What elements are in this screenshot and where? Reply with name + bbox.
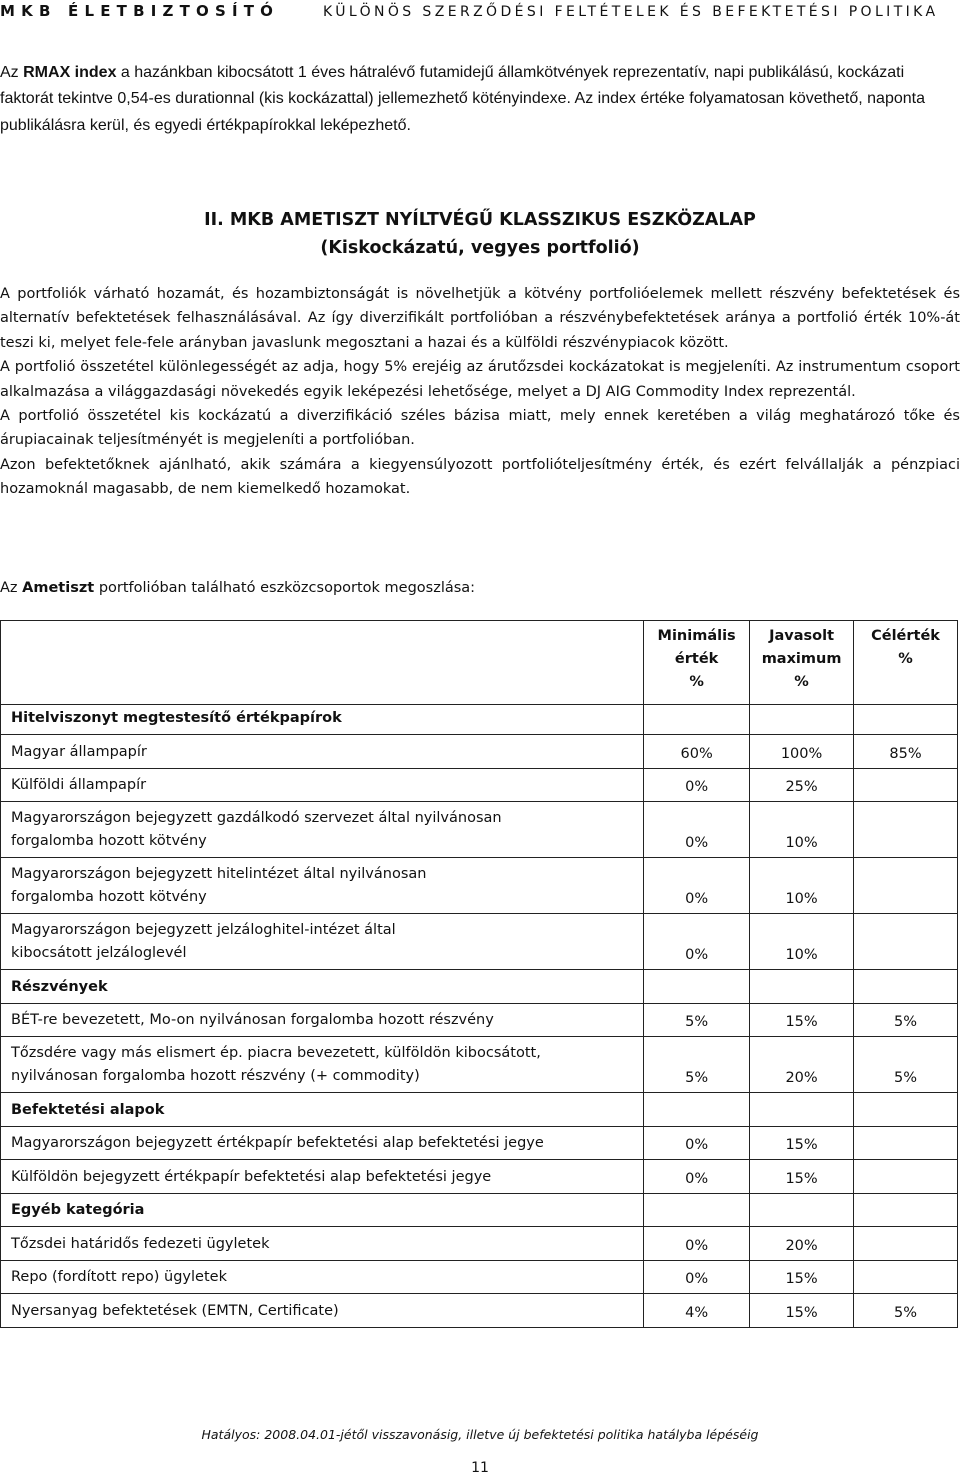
row-label [1,802,644,858]
distribution-label [0,580,475,596]
row-target-value: 5% [854,1037,958,1093]
row-target-value [854,1093,958,1127]
row-label-line1: Magyar állampapír [11,743,147,760]
row-label-line1: Hitelviszonyt megtestesítő értékpapírok [11,710,342,726]
row-min-value: 0% [644,1126,750,1160]
table-row [1,858,958,914]
row-max-value: 20% [750,1227,854,1261]
row-min-value: 60% [644,735,750,769]
row-min-value: 0% [644,1160,750,1194]
row-label [1,1227,644,1261]
row-label-line1: Magyarországon bejegyzett gazdálkodó szervezet által nyilvánosan [11,810,502,826]
row-min-value [644,1093,750,1127]
row-max-value: 15% [750,1260,854,1294]
header-min [644,621,750,705]
row-label-line1: Részvények [11,978,108,995]
row-max-value [750,1193,854,1227]
row-target-value [854,914,958,970]
page-header [0,2,960,24]
row-label [1,705,644,735]
row-min-value [644,1193,750,1227]
row-min-value: 0% [644,1260,750,1294]
intro-paragraph [0,60,960,139]
table-row [1,735,958,769]
header-max [750,621,854,705]
row-min-value: 0% [644,1227,750,1261]
row-label-line1: Külföldi állampapír [11,777,147,793]
row-min-value: 0% [644,768,750,802]
header-label-cell [1,621,644,705]
row-label-line1: Külföldön bejegyzett értékpapír befektetési alap befektetési jegye [11,1168,492,1185]
row-label-line1: Magyarországon bejegyzett értékpapír befektetési alap befektetési jegye [11,1135,544,1151]
row-target-value: 5% [854,1003,958,1037]
row-target-value: 5% [854,1294,958,1328]
row-max-value: 10% [750,802,854,858]
row-max-value [750,970,854,1004]
row-min-value: 5% [644,1003,750,1037]
row-min-value: 4% [644,1294,750,1328]
row-label-line2: nyilvánosan forgalomba hozott részvény (+ commodity) [11,1068,420,1084]
page-number: 11 [471,1460,489,1476]
allocation-table [0,620,958,1328]
row-max-value: 10% [750,914,854,970]
table-row [1,768,958,802]
table-row [1,1037,958,1093]
section-subtitle: (Kiskockázatú, vegyes portfolió) [320,238,640,258]
header-title: KÜLÖNÖS SZERZŐDÉSI FELTÉTELEK ÉS BEFEKTETÉSI POLITIKA [323,4,939,20]
row-min-value: 0% [644,858,750,914]
row-target-value [854,1260,958,1294]
table-row [1,1126,958,1160]
table-row [1,1227,958,1261]
row-target-value [854,1126,958,1160]
row-label-line1: Befektetési alapok [11,1101,165,1118]
row-label-line1: Tőzsdei határidős fedezeti ügyletek [11,1235,270,1252]
row-label-line1: BÉT-re bevezetett, Mo-on nyilvánosan forgalomba hozott részvény [11,1012,494,1028]
row-label-line1: Nyersanyag befektetések (EMTN, Certificate) [11,1302,339,1319]
table-section-row [1,1193,958,1227]
row-max-value: 15% [750,1160,854,1194]
distribution-bold: Ametiszt [22,580,95,596]
row-min-value: 0% [644,802,750,858]
row-label [1,858,644,914]
intro-bold: RMAX index [23,64,117,81]
row-min-value: 0% [644,914,750,970]
header-target-text: Célérték % [871,628,940,667]
distribution-suffix: portfolióban található eszközcsoportok megoszlása: [94,580,476,596]
section-title-block [0,206,960,262]
section-title: II. MKB AMETISZT NYÍLTVÉGŰ KLASSZIKUS ESZKÖZALAP [204,210,756,230]
table-row [1,1160,958,1194]
row-max-value: 15% [750,1126,854,1160]
row-label [1,1126,644,1160]
row-label [1,970,644,1004]
row-max-value: 25% [750,768,854,802]
row-label [1,1037,644,1093]
row-max-value: 15% [750,1294,854,1328]
row-target-value: 85% [854,735,958,769]
row-max-value: 20% [750,1037,854,1093]
row-label-line2: forgalomba hozott kötvény [11,889,207,905]
header-brand: MKB ÉLETBIZTOSÍTÓ [0,2,280,20]
intro-prefix: Az [0,64,24,81]
row-min-value: 5% [644,1037,750,1093]
row-target-value [854,858,958,914]
row-target-value [854,768,958,802]
row-label [1,914,644,970]
footer-effective: Hatályos: 2008.04.01-jétől visszavonásig, illetve új befektetési politika hatályba lépéséig [201,1427,759,1442]
row-label [1,735,644,769]
row-max-value [750,1093,854,1127]
row-label [1,1093,644,1127]
table-section-row [1,705,958,735]
row-target-value [854,705,958,735]
row-target-value [854,1160,958,1194]
header-max-text: Javasolt maximum % [761,628,842,690]
table-row [1,1003,958,1037]
row-min-value [644,705,750,735]
row-target-value [854,802,958,858]
row-label-line1: Repo (fordított repo) ügyletek [11,1269,227,1285]
table-row [1,914,958,970]
row-max-value: 15% [750,1003,854,1037]
row-label [1,768,644,802]
row-label [1,1193,644,1227]
body-text [0,282,960,502]
paragraph-3: A portfolió összetétel kis kockázatú a diverzifikáció széles bázisa miatt, mely ennek keretében a világ meghatározó tőke és árupiacainak teljesítményét is megjeleníti a portfolióban. [0,408,960,449]
table-section-row [1,970,958,1004]
table-row [1,1294,958,1328]
row-min-value [644,970,750,1004]
paragraph-4: Azon befektetőknek ajánlható, akik számára a kiegyensúlyozott portfolióteljesítmény érték, és ezért felvállalják a pénzpiaci hozamoknál magasabb, de nem kiemelkedő hozamokat. [0,456,960,498]
row-label-line1: Magyarországon bejegyzett hitelintézet által nyilvánosan [11,866,427,882]
row-target-value [854,1193,958,1227]
intro-text: a hazánkban kibocsátott 1 éves hátralévő futamidejű államkötvények reprezentatív, napi publikálású, kockázati faktorát tekintve 0,54-es durationnal (kis kockázattal) jellemezhető kötényindexe. Az index értéke folyamatosan követhető, naponta publikálásra kerül, és egyedi értékpapírokkal leképezhető. [0,64,925,134]
row-target-value [854,1227,958,1261]
row-target-value [854,970,958,1004]
row-label-line2: forgalomba hozott kötvény [11,833,207,849]
table-section-row [1,1093,958,1127]
row-label [1,1003,644,1037]
paragraph-1: A portfoliók várható hozamát, és hozambiztonságát is növelhetjük a kötvény portfolióelemek mellett részvény befektetések és alternatív befektetések felhasználásával. Az így diverzifikált portfolióban a részvénybefektetések aránya a portfolió érték 10%-át teszi ki, melyet fele-fele arányban javaslunk megosztani a hazai és a külföldi részvénypiacok között. [0,286,960,351]
row-label [1,1294,644,1328]
table-row [1,802,958,858]
header-min-text: Minimális érték % [657,628,736,690]
row-label-line1: Tőzsdére vagy más elismert ép. piacra bevezetett, külföldön kibocsátott, [11,1045,541,1061]
row-max-value: 10% [750,858,854,914]
table-row [1,1260,958,1294]
row-max-value [750,705,854,735]
row-label [1,1160,644,1194]
row-label-line1: Magyarországon bejegyzett jelzáloghitel-intézet által [11,922,396,938]
row-label-line2: kibocsátott jelzáloglevél [11,945,187,961]
row-label [1,1260,644,1294]
table-header-row [1,621,958,705]
distribution-prefix: Az [0,580,23,596]
paragraph-2: A portfolió összetétel különlegességét az adja, hogy 5% erejéig az árutőzsdei kockázatokat is megjeleníti. Az instrumentum csoport alkalmazása a világgazdasági növekedés egyik leképezési lehetősége, melyet a DJ AIG Commodity Index reprezentál. [0,359,960,400]
row-label-line1: Egyéb kategória [11,1202,145,1218]
header-target [854,621,958,705]
row-max-value: 100% [750,735,854,769]
